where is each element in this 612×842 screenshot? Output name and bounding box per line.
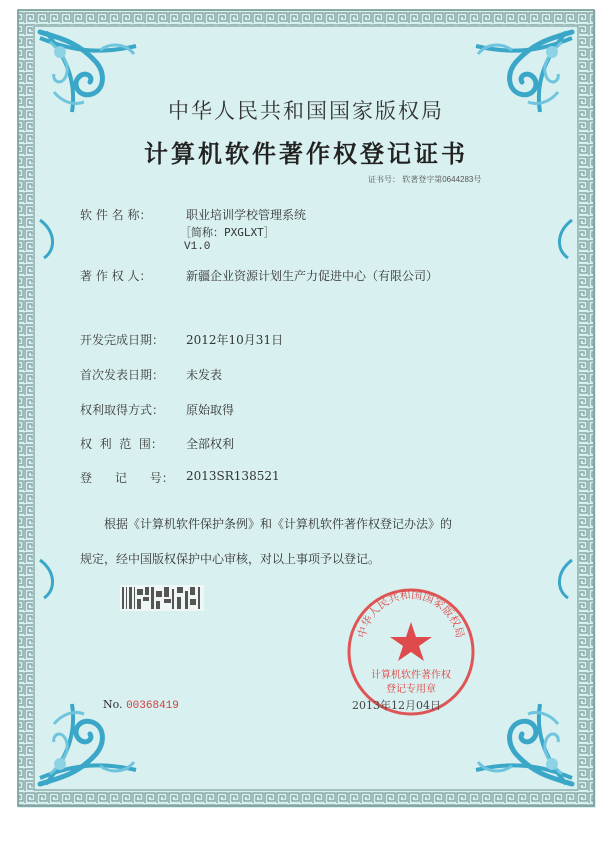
software-name-label: 软 件 名 称： — [80, 208, 152, 222]
scope-label: 权 利 范 围： — [80, 437, 163, 451]
star-icon — [390, 622, 432, 661]
first-publish-label: 首次发表日期： — [80, 368, 165, 382]
software-version: V1.0 — [184, 241, 211, 253]
seal-ring-text: 中华人民共和国国家版权局 — [355, 588, 467, 640]
serial-value: 00368419 — [126, 700, 179, 712]
certificate-number — [368, 174, 481, 185]
completion-date-label: 开发完成日期： — [80, 333, 165, 347]
serial-prefix: No. — [103, 698, 123, 711]
registration-number-label: 登 记 号： — [80, 471, 174, 485]
rights-scope: 全部权利 — [186, 437, 235, 451]
certificate-number-label: 证书号： — [368, 175, 400, 184]
issue-date: 2013年12月04日 — [352, 699, 441, 712]
seal-text-line-1: 计算机软件著作权 — [371, 670, 451, 681]
issuing-authority: 中华人民共和国国家版权局 — [168, 99, 444, 123]
software-short-name: ［简称：PXGLXT］ — [180, 226, 275, 239]
seal-text-line-2: 登记专用章 — [386, 684, 436, 695]
first-publish-date: 未发表 — [186, 368, 223, 382]
barcode-icon — [120, 585, 204, 611]
software-name: 职业培训学校管理系统 — [186, 208, 307, 222]
completion-date: 2012年10月31日 — [186, 333, 284, 347]
serial-number — [103, 698, 179, 712]
statement-line-1: 根据《计算机软件保护条例》和《计算机软件著作权登记办法》的 — [104, 517, 453, 531]
corner-ornament-bottom-right — [476, 704, 572, 784]
corner-ornament-bottom-left — [40, 704, 136, 784]
owner-name: 新疆企业资源计划生产力促进中心（有限公司） — [186, 269, 439, 283]
acquisition-method: 原始取得 — [186, 403, 235, 417]
registration-number: 2013SR138521 — [186, 469, 280, 483]
acquisition-label: 权利取得方式： — [80, 403, 165, 417]
statement-line-2: 规定，经中国版权保护中心审核，对以上事项予以登记。 — [80, 552, 381, 566]
owner-label: 著 作 权 人： — [80, 269, 152, 283]
certificate-title: 计算机软件著作权登记证书 — [144, 139, 468, 168]
certificate-number-value: 软著登字第0644283号 — [402, 175, 482, 184]
